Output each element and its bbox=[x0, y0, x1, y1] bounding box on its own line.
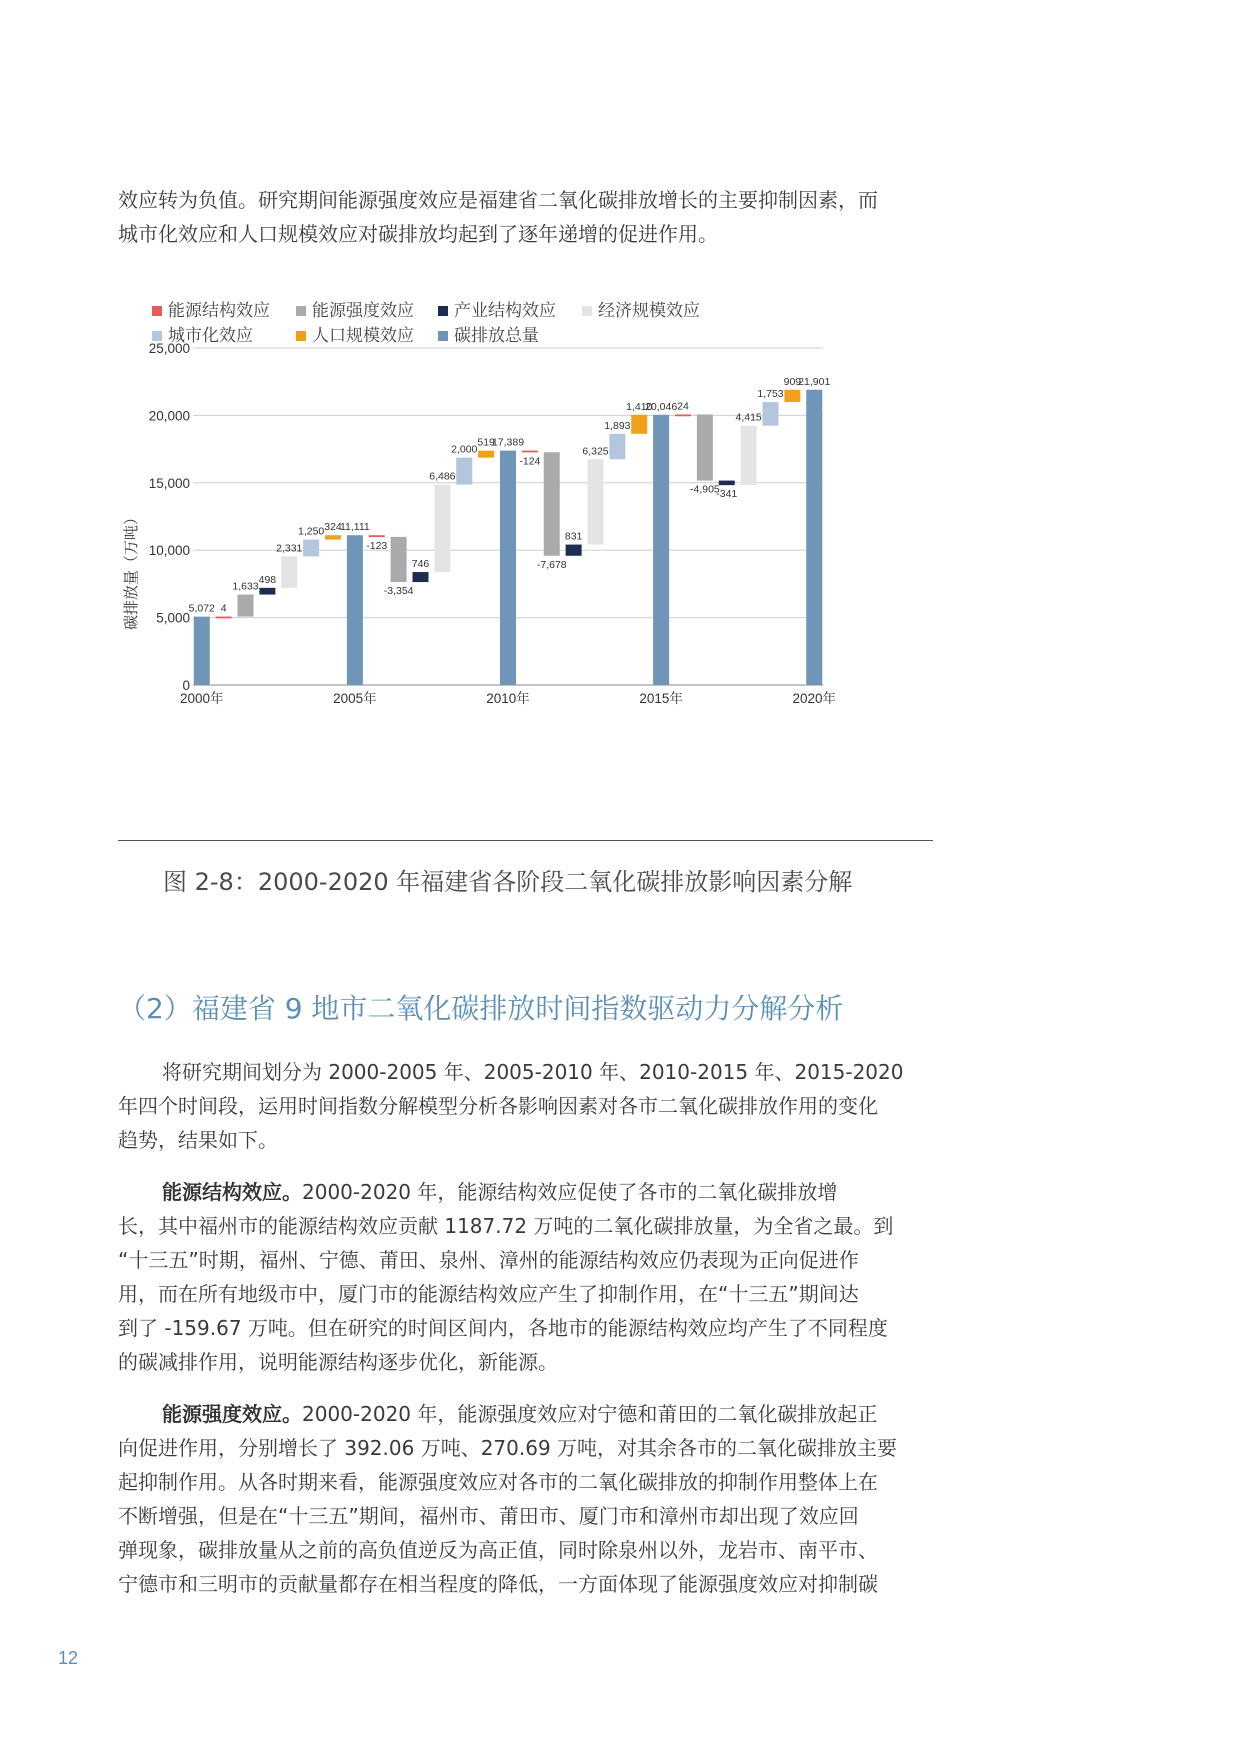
data-label: -123 bbox=[366, 540, 388, 553]
legend-label: 能源结构效应 bbox=[168, 301, 270, 321]
data-label: 1,753 bbox=[757, 388, 784, 401]
data-label: 2,000 bbox=[451, 443, 478, 456]
total-bar bbox=[347, 535, 363, 685]
text-line: 用，而在所有地级市中，厦门市的能源结构效应产生了抑制作用，在“十三五”期间达 bbox=[118, 1282, 859, 1306]
data-label: 20,046 bbox=[645, 400, 678, 413]
data-label: 1,633 bbox=[232, 580, 259, 593]
page-number: 12 bbox=[58, 1648, 79, 1668]
waterfall-chart bbox=[118, 298, 933, 818]
text-line: 城市化效应和人口规模效应对碳排放均起到了逐年递增的促进作用。 bbox=[118, 222, 718, 246]
data-label: 5,072 bbox=[188, 602, 215, 615]
total-bar bbox=[653, 415, 669, 685]
effect-bar bbox=[763, 402, 779, 426]
x-tick-label: 2005年 bbox=[333, 691, 377, 706]
body-paragraph bbox=[118, 1175, 933, 1379]
data-label: 519 bbox=[477, 436, 495, 449]
effect-bar bbox=[478, 451, 494, 458]
paragraph-lead: 能源强度效应。 bbox=[162, 1402, 302, 1426]
data-label: 324 bbox=[324, 521, 342, 534]
y-tick-label: 10,000 bbox=[148, 543, 190, 559]
text-line: 将研究期间划分为 2000-2005 年、2005-2010 年、2010-2015 年、2015-2020 bbox=[162, 1060, 904, 1084]
effect-bar bbox=[609, 434, 625, 460]
text-line bbox=[118, 1175, 933, 1209]
data-label: 1,250 bbox=[297, 525, 325, 538]
legend-label: 人口规模效应 bbox=[312, 326, 414, 346]
legend-swatch bbox=[438, 306, 448, 316]
text-line: 效应转为负值。研究期间能源强度效应是福建省二氧化碳排放增长的主要抑制因素，而 bbox=[118, 188, 878, 212]
effect-bar bbox=[741, 426, 757, 486]
text-span: 2000-2020 年，能源强度效应对宁德和莆田的二氧化碳排放起正 bbox=[302, 1402, 878, 1426]
y-tick-label: 0 bbox=[182, 678, 190, 693]
data-label: -4,905 bbox=[689, 483, 720, 496]
x-tick-label: 2015年 bbox=[639, 691, 683, 706]
data-label: 6,325 bbox=[582, 445, 609, 458]
legend-swatch bbox=[438, 331, 448, 341]
text-span: 2000-2020 年，能源结构效应促使了各市的二氧化碳排放增 bbox=[302, 1180, 838, 1204]
legend-label: 城市化效应 bbox=[168, 326, 253, 346]
data-label: -124 bbox=[519, 455, 541, 468]
y-tick-labels bbox=[149, 341, 190, 693]
effect-bar bbox=[216, 617, 232, 619]
legend-label: 能源强度效应 bbox=[312, 301, 414, 321]
y-tick-label: 25,000 bbox=[148, 341, 190, 356]
effect-bar bbox=[566, 545, 582, 556]
data-label: 6,486 bbox=[429, 470, 456, 483]
legend-swatch bbox=[582, 306, 592, 316]
chart-legend bbox=[152, 301, 700, 346]
legend-swatch bbox=[296, 331, 306, 341]
effect-bar bbox=[544, 452, 560, 555]
section-title: （2）福建省 9 地市二氧化碳排放时间指数驱动力分解分析 bbox=[118, 992, 844, 1025]
text-line: 宁德市和三明市的贡献量都存在相当程度的降低，一方面体现了能源强度效应对抑制碳 bbox=[118, 1572, 878, 1596]
x-tick-labels bbox=[180, 690, 836, 706]
data-label: 2,331 bbox=[276, 542, 303, 555]
figure-caption: 图 2-8：2000-2020 年福建省各阶段二氧化碳排放影响因素分解 bbox=[163, 868, 853, 896]
data-label: 24 bbox=[677, 400, 689, 413]
y-tick-label: 20,000 bbox=[148, 408, 190, 424]
data-label: 1,893 bbox=[604, 419, 631, 432]
data-label: 17,389 bbox=[491, 436, 525, 449]
legend-label: 产业结构效应 bbox=[454, 301, 556, 321]
text-line bbox=[118, 1397, 933, 1431]
x-tick-label: 2010年 bbox=[486, 691, 530, 706]
data-label: 11,111 bbox=[339, 521, 370, 534]
data-label: 831 bbox=[564, 530, 583, 543]
total-bar bbox=[500, 451, 516, 685]
text-line: 到了 -159.67 万吨。但在研究的时间区间内，各地市的能源结构效应均产生了不同程度 bbox=[118, 1316, 888, 1340]
effect-bar bbox=[238, 595, 254, 617]
total-bar bbox=[194, 617, 210, 685]
effect-bar bbox=[434, 485, 450, 572]
data-label: -3,354 bbox=[383, 585, 414, 598]
text-line: 长，其中福州市的能源结构效应贡献 1187.72 万吨的二氧化碳排放量，为全省之最。到 bbox=[118, 1214, 894, 1238]
x-tick-label: 2020年 bbox=[792, 691, 837, 706]
x-tick-label: 2000年 bbox=[179, 691, 224, 706]
effect-bar bbox=[522, 451, 538, 453]
legend-swatch bbox=[152, 331, 162, 341]
intro-paragraph bbox=[118, 183, 933, 251]
data-label: 4 bbox=[220, 602, 227, 615]
data-label: 498 bbox=[258, 573, 277, 586]
effect-bar bbox=[719, 481, 735, 486]
data-label: 909 bbox=[783, 375, 802, 388]
text-line: 趋势，结果如下。 bbox=[118, 1128, 278, 1152]
effect-bar bbox=[413, 572, 429, 582]
text-line: 年四个时间段，运用时间指数分解模型分析各影响因素对各市二氧化碳排放作用的变化 bbox=[118, 1094, 878, 1118]
chart-bars bbox=[194, 390, 823, 685]
effect-bar bbox=[259, 588, 275, 595]
effect-bar bbox=[675, 414, 691, 416]
body-paragraph bbox=[118, 1397, 933, 1601]
text-line: “十三五”时期，福州、宁德、莆田、泉州、漳州的能源结构效应仍表现为正向促进作 bbox=[118, 1248, 859, 1272]
effect-bar bbox=[456, 458, 472, 485]
data-label: 21,901 bbox=[798, 375, 831, 388]
data-label: 4,415 bbox=[735, 411, 762, 424]
caption-divider bbox=[118, 840, 933, 841]
text-line: 向促进作用，分别增长了 392.06 万吨、270.69 万吨，对其余各市的二氧化碳排放主要 bbox=[118, 1436, 898, 1460]
data-label: 1,410 bbox=[626, 400, 653, 413]
body-paragraph bbox=[118, 1055, 933, 1157]
text-line: 的碳减排作用，说明能源结构逐步优化，新能源。 bbox=[118, 1350, 558, 1374]
y-tick-label: 15,000 bbox=[148, 475, 190, 491]
legend-label: 经济规模效应 bbox=[598, 301, 700, 321]
effect-bar bbox=[303, 540, 319, 557]
legend-swatch bbox=[296, 306, 306, 316]
y-tick-label: 5,000 bbox=[156, 610, 190, 626]
effect-bar bbox=[325, 535, 341, 539]
legend-swatch bbox=[152, 306, 162, 316]
effect-bar bbox=[784, 390, 800, 402]
text-line: 起抑制作用。从各时期来看，能源强度效应对各市的二氧化碳排放的抑制作用整体上在 bbox=[118, 1470, 878, 1494]
effect-bar bbox=[369, 535, 385, 537]
paragraph-lead: 能源结构效应。 bbox=[162, 1180, 302, 1204]
total-bar bbox=[806, 390, 822, 685]
text-line: 不断增强，但是在“十三五”期间，福州市、莆田市、厦门市和漳州市却出现了效应回 bbox=[118, 1504, 859, 1528]
data-label: 746 bbox=[411, 558, 430, 571]
effect-bar bbox=[631, 415, 647, 434]
effect-bar bbox=[588, 459, 604, 544]
effect-bar bbox=[391, 537, 407, 582]
effect-bar bbox=[697, 414, 713, 480]
text-line: 弹现象，碳排放量从之前的高负值逆反为高正值，同时除泉州以外，龙岩市、南平市、 bbox=[118, 1538, 878, 1562]
data-label: -7,678 bbox=[536, 558, 567, 571]
legend-label: 碳排放总量 bbox=[454, 326, 539, 346]
y-axis-label: 碳排放量（万吨） bbox=[122, 509, 140, 631]
data-label: -341 bbox=[716, 488, 738, 501]
effect-bar bbox=[281, 556, 297, 587]
